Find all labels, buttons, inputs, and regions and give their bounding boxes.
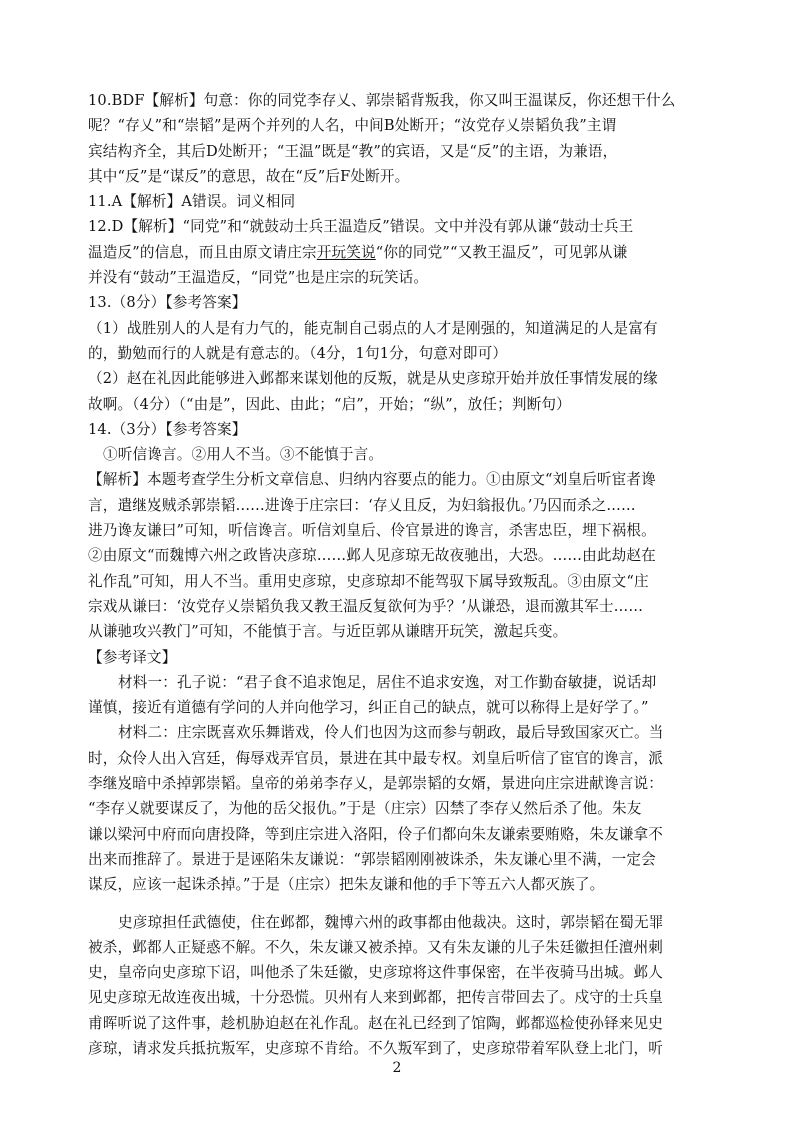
text-fragment: “你的同党”“又教王温反”，可见郭从谦	[375, 243, 628, 261]
text-line: 谋反，应该一起诛杀掉。”于是（庄宗）把朱友谦和他的手下等五六人都灭族了。	[88, 876, 605, 894]
document-page	[88, 88, 708, 1061]
answer-11	[88, 189, 708, 214]
text-line: 礼作乱”可知，用人不当。重用史彦琼，史彦琼却不能驾驭下属导致叛乱。③由原文“庄	[88, 572, 649, 590]
question-header: 14.（3分）【参考答案】	[88, 420, 247, 438]
reference-translation	[88, 645, 708, 1062]
text-line: 言，遣继岌贼杀郭崇韬……进谗于庄宗曰：‘存乂且反，为妇翁报仇。’乃囚而杀之……	[88, 496, 636, 514]
text-line: 谨慎，接近有道德有学问的人并向他学习，纠正自己的缺点，就可以称得上是好学了。”	[88, 699, 649, 717]
answer-14	[88, 417, 708, 645]
text-line: 11.A【解析】A错误。词义相同	[88, 193, 296, 211]
text-line: 并没有“鼓动”王温造反，“同党”也是庄宗的玩笑话。	[88, 269, 429, 287]
answer-points: ①听信谗言。②用人不当。③不能慎于言。	[103, 446, 384, 464]
text-line: ②由原文“而魏博六州之政皆决彦琼……邺人见彦琼无故夜驰出，大恐。……由此劫赵在	[88, 547, 656, 565]
text-line: 史，皇帝向史彦琼下诏，叫他杀了朱廷徽，史彦琼将这件事保密，在半夜骑马出城。邺人	[88, 964, 664, 982]
text-line: 被杀，邺都人正疑惑不解。不久，朱友谦又被杀掉。又有朱友谦的儿子朱廷徽担任澶州刺	[88, 938, 664, 956]
text-fragment: 温造反”的信息，而且由原文请庄宗	[88, 243, 317, 261]
text-line: 见史彦琼无故连夜出城，十分恐慌。贝州有人来到邺都，把传言带回去了。戍守的士兵皇	[88, 989, 664, 1007]
text-line: 甫晖听说了这件事，趁机胁迫赵在礼作乱。赵在礼已经到了馆陶，邺都巡检使孙铎来见史	[88, 1014, 664, 1032]
text-line: （1）战胜别人的人是有力气的，能克制自己弱点的人才是刚强的，知道满足的人是富有	[88, 319, 658, 337]
text-line: 李继岌暗中杀掉郭崇韬。皇帝的弟弟李存乂，是郭崇韬的女婿，景进向庄宗进献谗言说：	[88, 775, 664, 793]
answer-10	[88, 88, 708, 189]
text-line	[88, 240, 708, 265]
text-line: 彦琼，请求发兵抵抗叛军，史彦琼不肯给。不久叛军到了，史彦琼带着军队登上北门，听	[88, 1039, 664, 1057]
text-line: 的，勤勉而行的人就是有意志的。（4分，1句1分，句意对即可）	[88, 344, 508, 362]
text-line: 时，众伶人出入宫廷，侮辱戏弄官员，景进在其中最专权。刘皇后听信了宦官的谗言，派	[88, 749, 664, 767]
section-header: 【参考译文】	[88, 648, 177, 666]
text-line: 史彦琼担任武德使，住在邺都，魏博六州的政事都由他裁决。这时，郭崇韬在蜀无罪	[118, 913, 664, 931]
text-line: 谦以梁河中府而向唐投降，等到庄宗进入洛阳，伶子们都向朱友谦索要贿赂，朱友谦拿不	[88, 825, 664, 843]
answer-12	[88, 214, 708, 290]
text-line: 材料一：孔子说：“君子食不追求饱足，居住不追求安逸，对工作勤奋敏捷，说话却	[118, 673, 657, 691]
answer-13	[88, 290, 708, 416]
underlined-phrase: 开玩笑说	[316, 243, 376, 261]
question-header: 13.（8分）【参考答案】	[88, 294, 247, 312]
text-line: 材料二：庄宗既喜欢乐舞谐戏，伶人们也因为这而参与朝政，最后导致国家灭亡。当	[118, 724, 664, 742]
text-line: 其中“反”是“谋反”的意思，故在“反”后F处断开。	[88, 167, 410, 185]
text-line: 12.D【解析】“同党”和“就鼓动士兵王温造反”错误。文中并没有郭从谦“鼓动士兵王	[88, 218, 634, 236]
text-line: 宗戏从谦曰：‘汝党存乂崇韬负我又教王温反复欲何为乎？’从谦恐，退而激其军士……	[88, 597, 644, 615]
text-line: 从谦驰攻兴教门”可知，不能慎于言。与近臣郭从谦瞎开玩笑，激起兵变。	[88, 623, 568, 641]
page-number: 2	[392, 1060, 402, 1076]
text-line: （2）赵在礼因此能够进入邺都来谋划他的反叛，就是从史彦琼开始并放任事情发展的缘	[88, 370, 658, 388]
paragraph-gap	[88, 898, 708, 910]
text-line: 10.BDF【解析】句意：你的同党李存乂、郭崇韬背叛我，你又叫王温谋反，你还想干什么	[88, 92, 676, 109]
text-line: 进乃谗友谦曰”可知，听信谗言。听信刘皇后、伶官景进的谗言，杀害忠臣，埋下祸根。	[88, 522, 656, 540]
text-line: 出来而推辞了。景进于是诬陷朱友谦说：“郭崇韬刚刚被诛杀，朱友谦心里不满，一定会	[88, 850, 656, 868]
text-line: 宾结构齐全，其后D处断开；“王温”既是“教”的宾语，又是“反”的主语，为兼语，	[88, 142, 618, 160]
text-line: 【解析】本题考查学生分析文章信息、归纳内容要点的能力。①由原文“刘皇后听宦者谗	[88, 471, 656, 489]
text-line: 故啊。（4分）（“由是”，因此、由此；“启”，开始；“纵”，放任；判断句）	[88, 395, 571, 413]
text-line: “李存乂就要谋反了，为他的岳父报仇。”于是（庄宗）囚禁了李存乂然后杀了他。朱友	[88, 800, 642, 818]
text-line: 呢？“存乂”和“崇韬”是两个并列的人名，中间B处断开；“汝党存乂崇韬负我”主谓	[88, 117, 617, 135]
